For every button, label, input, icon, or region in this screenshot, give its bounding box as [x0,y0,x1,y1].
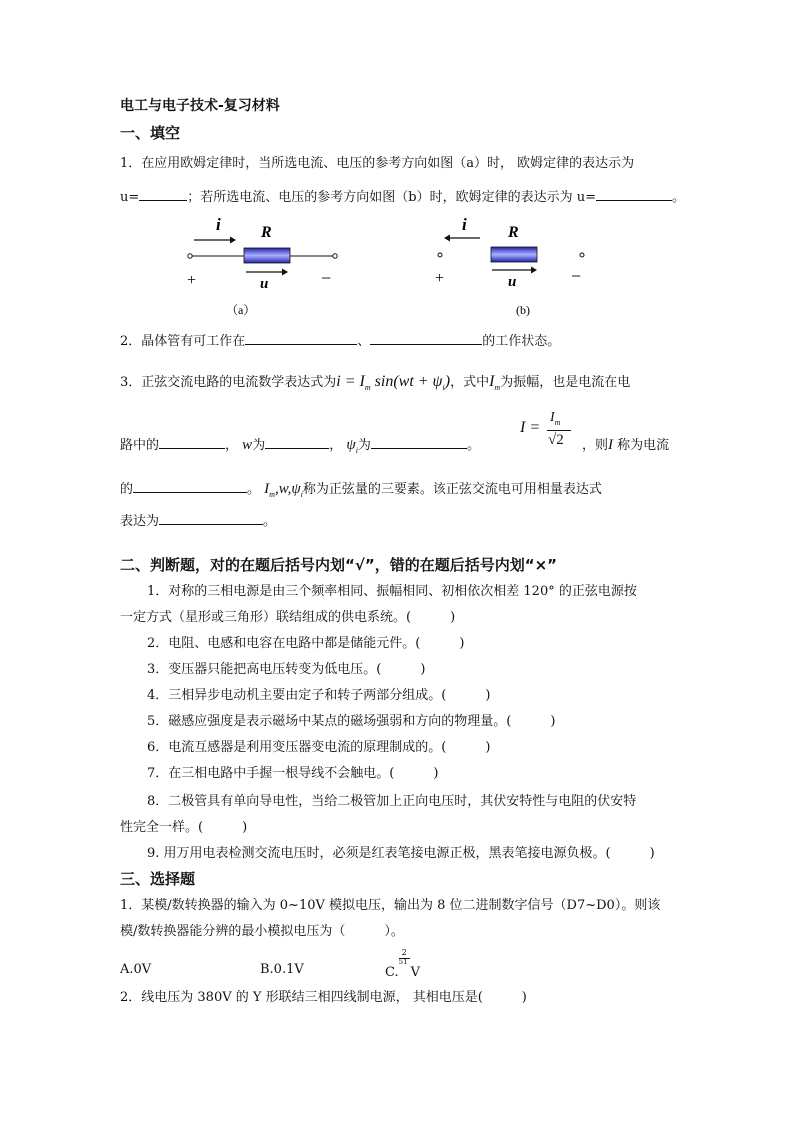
choice-option-c[interactable] [385,948,421,981]
rms-lhs: I = [520,419,541,436]
fraction-denominator: 51 [398,958,408,966]
answer-blank[interactable] [159,436,225,449]
symbol-subscript: i [300,490,303,499]
answer-blank[interactable] [370,332,482,345]
option-unit: V [410,965,421,980]
formula-part: sin(wt + ψ [370,373,443,390]
option-prefix: C. [385,965,399,980]
judge-item: 性完全一样。( ) [120,820,248,835]
judge-item: 5．磁感应强度是表示磁场中某点的磁场强弱和方向的物理量。( ) [147,714,556,729]
answer-blank[interactable] [371,436,467,449]
fraction-numerator: 2 [401,948,407,957]
fill-q3-text: 的 [120,482,134,497]
choice-q2-line1: 2．线电压为 380V 的 Y 形联结三相四线制电源， 其相电压是( ) [120,990,527,1005]
answer-blank[interactable] [265,436,329,449]
plus-sign: + [187,272,197,289]
fill-q2-text-c: 的工作状态。 [482,334,561,349]
fill-q3-text: 为振幅，也是电流在电 [500,375,631,390]
symbol-part: I [489,373,495,390]
judge-item: 7．在三相电路中手握一根导线不会触电。( ) [147,766,439,781]
current-arrowhead [230,237,236,244]
fill-q3-text: 称为正弦量的三要素。该正弦交流电可用相量表达式 [302,482,602,497]
section-heading-fill: 一、填空 [120,124,181,142]
fill-q2-text-b: 、 [357,334,371,349]
option-fraction [398,948,411,976]
fill-q3-text: ，式中 [450,375,490,390]
plus-sign: + [435,270,445,287]
symbol-subscript: m [554,417,561,427]
formula-part: ) [444,373,451,390]
fill-q2-text-a: 2．晶体管有可工作在 [120,334,246,349]
fill-q3-text: 为 [357,438,371,453]
fill-q3-line2-tail [582,436,669,454]
fill-q3-text: 称为电流 [617,438,670,453]
rms-symbol: I [608,437,614,453]
terminal-left [438,253,442,257]
voltage-label-u: u [260,276,269,292]
terminal-right [580,253,584,257]
fill-q1-u-label: u= [120,190,140,205]
symbol-subscript: i [355,446,358,455]
current-formula [336,373,451,393]
resistor [244,248,290,263]
minus-sign: − [571,266,582,286]
current-label-i: i [216,215,221,234]
fill-q1-line1: 1．在应用欧姆定律时，当所选电流、电压的参考方向如图（a）时， 欧姆定律的表达示为 [120,156,635,171]
symbol-subscript: m [494,383,501,393]
resistor-label: R [261,224,272,241]
fill-q1-line2-end: 。 [672,190,686,205]
symbol-part: ψ [346,437,356,453]
fill-q3-line2 [120,436,480,456]
answer-blank[interactable] [245,332,357,345]
answer-blank[interactable] [133,480,247,493]
rms-denominator: √2 [548,432,564,448]
judge-item: 4．三相异步电动机主要由定子和转子两部分组成。( ) [147,688,491,703]
fill-q3-text: ，则 [582,438,609,453]
fill-q3-text: 。 [466,438,480,453]
amplitude-symbol [489,373,501,393]
fill-q1-line2 [120,188,685,206]
current-label-i: i [462,215,467,234]
symbol-part: I [264,481,270,497]
fill-q3-line1 [120,372,630,393]
formula-subscript: i [442,383,445,393]
symbol-part: ,w,ψ [274,481,301,497]
formula-part: i = I [336,373,365,390]
choice-option-b[interactable]: B.0.1V [260,962,304,977]
fill-q3-text: ， [225,438,239,453]
fill-q1-line2-text: ；若所选电流、电压的参考方向如图（b）时，欧姆定律的表达示为 u= [187,190,596,205]
answer-blank[interactable] [139,188,187,201]
voltage-arrowhead [282,269,288,276]
answer-blank[interactable] [596,188,672,201]
section-heading-choice: 三、选择题 [120,870,196,888]
judge-item: 3．变压器只能把高电压转变为低电压。( ) [147,662,426,677]
voltage-arrowhead [531,267,537,274]
minus-sign: − [321,268,332,288]
fill-q3-text: 路中的 [120,438,160,453]
fill-q2 [120,332,560,350]
judge-item: 9. 用万用电表检测交流电压时，必须是红表笔接电源正极，黑表笔接电源负极。( ) [147,846,655,861]
document-title: 电工与电子技术-复习材料 [120,98,280,114]
fill-q3-line4 [120,512,276,530]
formula-subscript: m [364,383,371,393]
answer-blank[interactable] [159,512,263,525]
choice-option-a[interactable]: A.0V [120,962,152,977]
fill-q3-line3 [120,480,602,500]
judge-item: 2．电阻、电感和电容在电路中都是储能元件。( ) [147,636,465,651]
resistor-label: R [508,224,519,241]
circuit-figure-b [430,214,602,320]
choice-q1-line2: 模/数转换器能分辨的最小模拟电压为（ ）。 [120,924,404,939]
choice-q1-line1: 1．某模/数转换器的输入为 0~10V 模拟电压，输出为 8 位二进制数字信号（D7~D0）。则该 [120,898,661,913]
figure-caption-a: （a） [226,303,256,317]
judge-item: 1．对称的三相电源是由三个频率相同、振幅相同、初相依次相差 120° 的正弦电源按 [147,584,637,599]
judge-item: 一定方式（星形或三角形）联结组成的供电系统。( ) [120,610,456,625]
fill-q3-text: 。 [263,514,277,529]
fill-q3-text: ， [329,438,343,453]
fill-q3-text: 表达为 [120,514,160,529]
judge-item: 6．电流互感器是利用变压器变电流的原理制成的。( ) [147,740,491,755]
three-elements-symbols [264,481,303,497]
symbol-subscript: m [269,490,275,499]
fill-q3-text: 为 [252,438,266,453]
rms-numerator [550,410,560,427]
angular-frequency-symbol: w [242,437,253,453]
fill-q3-text: 3．正弦交流电路的电流数学表达式为 [120,375,337,390]
circuit-figure-a [182,214,354,320]
terminal-right [333,254,337,258]
phase-symbol [346,437,358,453]
fill-q3-text: 。 [247,482,261,497]
terminal-left [188,254,192,258]
resistor [491,247,537,262]
figure-caption-b: (b) [516,303,530,317]
symbol-part: I [550,410,555,425]
voltage-label-u: u [508,274,517,290]
current-arrowhead [444,235,450,242]
judge-item: 8．二极管具有单向导电性，当给二极管加上正向电压时，其伏安特性与电阻的伏安特 [147,794,637,809]
section-heading-judge: 二、判断题，对的在题后括号内划“√”，错的在题后括号内划“×” [120,556,558,574]
